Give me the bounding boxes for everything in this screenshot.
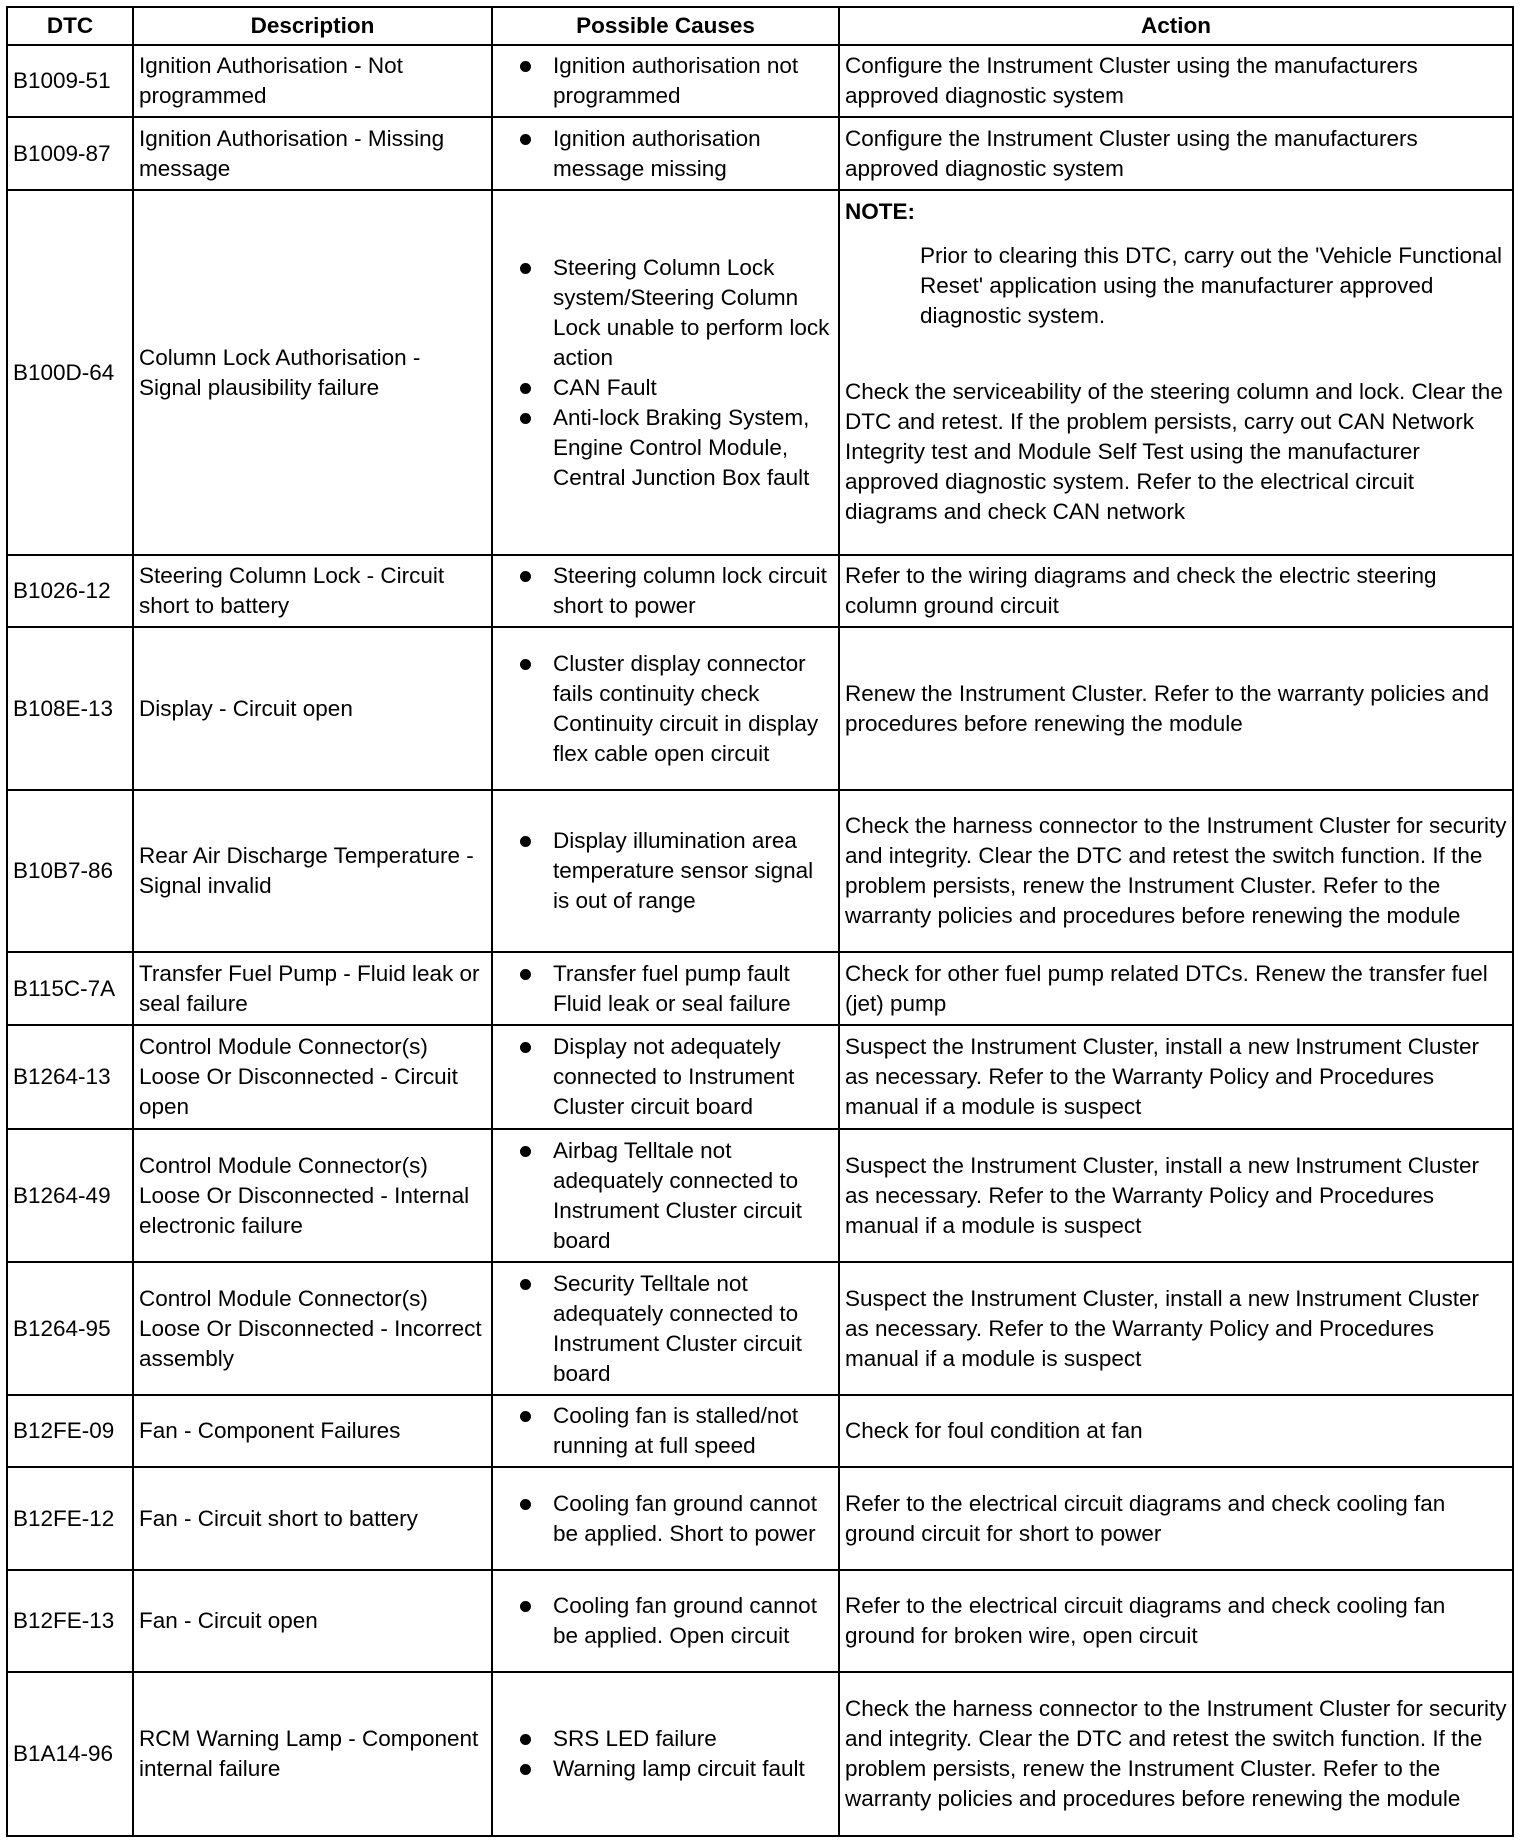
causes-cell — [492, 1262, 839, 1395]
causes-list — [498, 51, 833, 111]
header-possible-causes: Possible Causes — [492, 7, 839, 45]
causes-cell — [492, 555, 839, 627]
causes-list — [498, 124, 833, 184]
causes-cell — [492, 117, 839, 190]
description-cell: Ignition Authorisation - Not programmed — [133, 45, 492, 117]
causes-cell — [492, 190, 839, 555]
cause-item: Display not adequately connected to Instrument Cluster circuit board — [498, 1032, 833, 1122]
dtc-cell: B1009-51 — [7, 45, 133, 117]
causes-cell — [492, 1395, 839, 1467]
causes-list — [498, 561, 833, 621]
causes-list — [498, 253, 833, 493]
table-row — [7, 1672, 1513, 1836]
causes-list — [498, 826, 833, 916]
causes-list — [498, 1401, 833, 1461]
description-cell: Column Lock Authorisation - Signal plausibility failure — [133, 190, 492, 555]
causes-list — [498, 959, 833, 1019]
dtc-cell: B1009-87 — [7, 117, 133, 190]
dtc-cell: B108E-13 — [7, 627, 133, 790]
cause-item: Warning lamp circuit fault — [498, 1754, 833, 1784]
description-cell: Fan - Circuit short to battery — [133, 1467, 492, 1570]
table-row — [7, 627, 1513, 790]
causes-cell — [492, 952, 839, 1025]
dtc-cell: B1264-95 — [7, 1262, 133, 1395]
dtc-cell: B1A14-96 — [7, 1672, 133, 1836]
action-cell: Configure the Instrument Cluster using the manufacturers approved diagnostic system — [839, 117, 1513, 190]
action-cell: Renew the Instrument Cluster. Refer to the warranty policies and procedures before renewing the module — [839, 627, 1513, 790]
causes-list — [498, 1136, 833, 1256]
cause-item: Cooling fan ground cannot be applied. Short to power — [498, 1489, 833, 1549]
table-row — [7, 1025, 1513, 1129]
dtc-cell: B10B7-86 — [7, 790, 133, 952]
causes-cell — [492, 790, 839, 952]
causes-cell — [492, 1129, 839, 1262]
description-cell: Fan - Circuit open — [133, 1570, 492, 1672]
action-cell: Refer to the electrical circuit diagrams and check cooling fan ground for broken wire, open circuit — [839, 1570, 1513, 1672]
dtc-cell: B1264-49 — [7, 1129, 133, 1262]
header-row — [7, 7, 1513, 45]
table-row — [7, 1570, 1513, 1672]
note-text: Prior to clearing this DTC, carry out the 'Vehicle Functional Reset' application using the manufacturer approved diagnostic system. — [920, 243, 1503, 328]
action-cell: Refer to the wiring diagrams and check the electric steering column ground circuit — [839, 555, 1513, 627]
causes-list — [498, 649, 833, 769]
description-cell: Steering Column Lock - Circuit short to battery — [133, 555, 492, 627]
cause-item: Display illumination area temperature sensor signal is out of range — [498, 826, 833, 916]
cause-item: Airbag Telltale not adequately connected to Instrument Cluster circuit board — [498, 1136, 833, 1256]
description-cell: Control Module Connector(s) Loose Or Disconnected - Incorrect assembly — [133, 1262, 492, 1395]
header-description: Description — [133, 7, 492, 45]
cause-item: Ignition authorisation not programmed — [498, 51, 833, 111]
action-cell: Check the harness connector to the Instrument Cluster for security and integrity. Clear the DTC and retest the switch function. If the problem persists, renew the Instrument Cluster. Refer to the warranty policies and procedures before renewing the module — [839, 1672, 1513, 1836]
table-body — [7, 45, 1513, 1836]
causes-cell — [492, 1672, 839, 1836]
description-cell: Control Module Connector(s) Loose Or Disconnected - Internal electronic failure — [133, 1129, 492, 1262]
action-cell — [839, 190, 1513, 555]
cause-item: Cluster display connector fails continuity check Continuity circuit in display flex cable open circuit — [498, 649, 833, 769]
cause-item: CAN Fault — [498, 373, 833, 403]
cause-item: Security Telltale not adequately connected to Instrument Cluster circuit board — [498, 1269, 833, 1389]
table-row — [7, 952, 1513, 1025]
cause-item: Transfer fuel pump fault Fluid leak or seal failure — [498, 959, 833, 1019]
dtc-cell: B100D-64 — [7, 190, 133, 555]
dtc-cell: B115C-7A — [7, 952, 133, 1025]
action-cell: Check the harness connector to the Instrument Cluster for security and integrity. Clear the DTC and retest the switch function. If the problem persists, renew the Instrument Cluster. Refer to the warranty policies and procedures before renewing the module — [839, 790, 1513, 952]
table-row — [7, 1467, 1513, 1570]
action-cell: Check for foul condition at fan — [839, 1395, 1513, 1467]
cause-item: Steering Column Lock system/Steering Column Lock unable to perform lock action — [498, 253, 833, 373]
note-label: NOTE: — [845, 199, 915, 224]
dtc-table — [6, 6, 1514, 1837]
description-cell: Fan - Component Failures — [133, 1395, 492, 1467]
action-cell: Suspect the Instrument Cluster, install a new Instrument Cluster as necessary. Refer to the Warranty Policy and Procedures manual if a module is suspect — [839, 1129, 1513, 1262]
header-dtc: DTC — [7, 7, 133, 45]
description-cell: Ignition Authorisation - Missing message — [133, 117, 492, 190]
action-cell: Suspect the Instrument Cluster, install a new Instrument Cluster as necessary. Refer to the Warranty Policy and Procedures manual if a module is suspect — [839, 1025, 1513, 1129]
dtc-cell: B12FE-12 — [7, 1467, 133, 1570]
description-cell: Transfer Fuel Pump - Fluid leak or seal failure — [133, 952, 492, 1025]
causes-cell — [492, 1570, 839, 1672]
cause-item: SRS LED failure — [498, 1724, 833, 1754]
table-row — [7, 1129, 1513, 1262]
description-cell: Rear Air Discharge Temperature - Signal invalid — [133, 790, 492, 952]
table-row — [7, 117, 1513, 190]
dtc-cell: B12FE-09 — [7, 1395, 133, 1467]
cause-item: Anti-lock Braking System, Engine Control Module, Central Junction Box fault — [498, 403, 833, 493]
cause-item: Cooling fan ground cannot be applied. Open circuit — [498, 1591, 833, 1651]
table-row — [7, 45, 1513, 117]
cause-item: Cooling fan is stalled/not running at full speed — [498, 1401, 833, 1461]
table-row — [7, 190, 1513, 555]
causes-cell — [492, 1025, 839, 1129]
description-cell: Display - Circuit open — [133, 627, 492, 790]
description-cell: RCM Warning Lamp - Component internal failure — [133, 1672, 492, 1836]
table-row — [7, 1395, 1513, 1467]
header-action: Action — [839, 7, 1513, 45]
cause-item: Steering column lock circuit short to power — [498, 561, 833, 621]
causes-cell — [492, 627, 839, 790]
causes-list — [498, 1724, 833, 1784]
dtc-cell: B1264-13 — [7, 1025, 133, 1129]
action-cell: Configure the Instrument Cluster using the manufacturers approved diagnostic system — [839, 45, 1513, 117]
table-row — [7, 555, 1513, 627]
table-row — [7, 790, 1513, 952]
action-cell: Check for other fuel pump related DTCs. Renew the transfer fuel (jet) pump — [839, 952, 1513, 1025]
action-cell: Refer to the electrical circuit diagrams and check cooling fan ground circuit for short to power — [839, 1467, 1513, 1570]
table-row — [7, 1262, 1513, 1395]
action-text: Check the serviceability of the steering column and lock. Clear the DTC and retest. If the problem persists, carry out CAN Network Integrity test and Module Self Test using the manufacturer approved diagnostic system. Refer to the electrical circuit diagrams and check CAN network — [845, 379, 1503, 524]
cause-item: Ignition authorisation message missing — [498, 124, 833, 184]
causes-cell — [492, 1467, 839, 1570]
dtc-cell: B12FE-13 — [7, 1570, 133, 1672]
causes-cell — [492, 45, 839, 117]
action-cell: Suspect the Instrument Cluster, install a new Instrument Cluster as necessary. Refer to the Warranty Policy and Procedures manual if a module is suspect — [839, 1262, 1513, 1395]
dtc-cell: B1026-12 — [7, 555, 133, 627]
causes-list — [498, 1489, 833, 1549]
description-cell: Control Module Connector(s) Loose Or Disconnected - Circuit open — [133, 1025, 492, 1129]
causes-list — [498, 1591, 833, 1651]
causes-list — [498, 1032, 833, 1122]
causes-list — [498, 1269, 833, 1389]
